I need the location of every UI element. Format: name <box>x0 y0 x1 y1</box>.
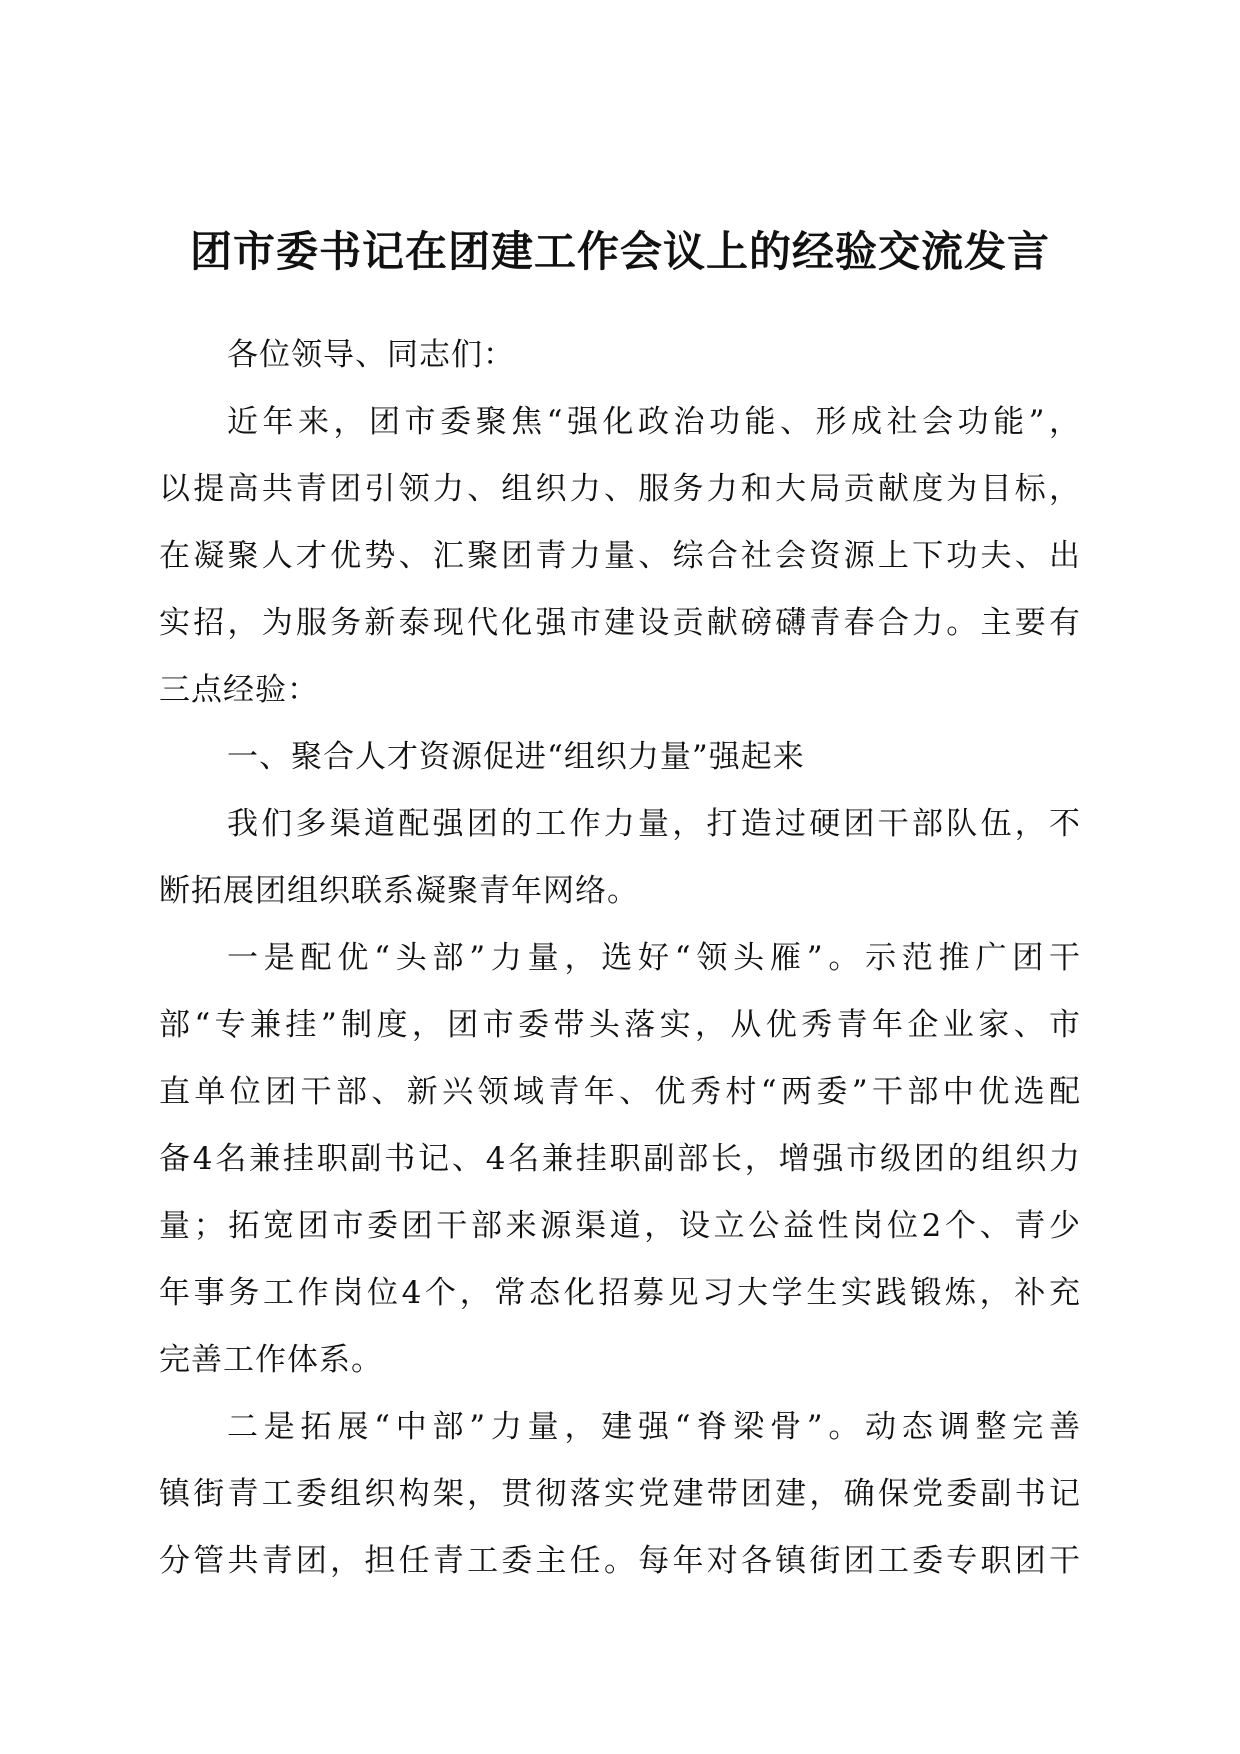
document-title: 团市委书记在团建工作会议上的经验交流发言 <box>189 227 1050 276</box>
paragraph-line: 一是配优“头部”力量，选好“领头雁”。示范推广团干 <box>227 940 1081 976</box>
paragraph-line: 年事务工作岗位4个，常态化招募见习大学生实践锻炼，补充 <box>159 1275 1081 1311</box>
paragraph-line: 完善工作体系。 <box>159 1342 383 1378</box>
paragraph-line: 部“专兼挂”制度，团市委带头落实，从优秀青年企业家、市 <box>159 1007 1081 1043</box>
document-body <box>159 322 1081 1595</box>
paragraph-line: 备4名兼挂职副书记、4名兼挂职副部长，增强市级团的组织力 <box>159 1141 1081 1177</box>
paragraph-line: 镇街青工委组织构架，贯彻落实党建带团建，确保党委副书记 <box>159 1476 1081 1512</box>
paragraph-line: 直单位团干部、新兴领域青年、优秀村“两委”干部中优选配 <box>159 1074 1081 1110</box>
paragraph-line: 实招，为服务新泰现代化强市建设贡献磅礴青春合力。主要有 <box>159 605 1081 641</box>
paragraph-line: 断拓展团组织联系凝聚青年网络。 <box>159 873 639 909</box>
paragraph-line: 以提高共青团引领力、组织力、服务力和大局贡献度为目标， <box>159 471 1081 507</box>
section-heading: 一、聚合人才资源促进“组织力量”强起来 <box>227 739 805 775</box>
paragraph-line: 我们多渠道配强团的工作力量，打造过硬团干部队伍，不 <box>227 806 1081 842</box>
paragraph-line: 量；拓宽团市委团干部来源渠道，设立公益性岗位2个、青少 <box>159 1208 1081 1244</box>
paragraph-line: 三点经验： <box>159 672 319 708</box>
paragraph-line: 在凝聚人才优势、汇聚团青力量、综合社会资源上下功夫、出 <box>159 538 1081 574</box>
paragraph-line: 二是拓展“中部”力量，建强“脊梁骨”。动态调整完善 <box>227 1409 1081 1445</box>
salutation-line: 各位领导、同志们： <box>227 337 515 373</box>
paragraph-line: 近年来，团市委聚焦“强化政治功能、形成社会功能”， <box>227 404 1081 440</box>
paragraph-line: 分管共青团，担任青工委主任。每年对各镇街团工委专职团干 <box>159 1543 1081 1579</box>
